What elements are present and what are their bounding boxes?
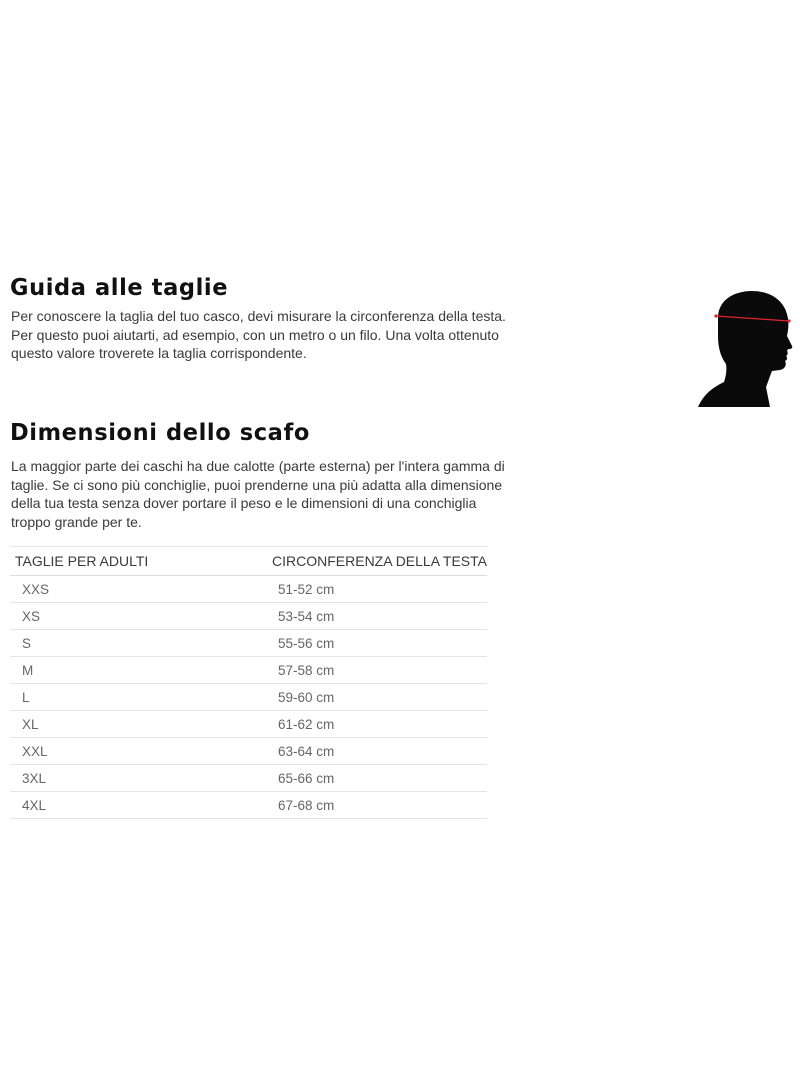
circumference-cell: 51-52 cm	[272, 576, 487, 603]
size-cell: XXS	[10, 576, 272, 603]
circumference-cell: 65-66 cm	[272, 765, 487, 792]
table-row	[10, 603, 487, 630]
table-row	[10, 657, 487, 684]
size-cell: M	[10, 657, 272, 684]
circumference-cell: 57-58 cm	[272, 657, 487, 684]
header-adult-sizes: TAGLIE PER ADULTI	[10, 547, 272, 576]
size-cell: XS	[10, 603, 272, 630]
table-row	[10, 576, 487, 603]
circumference-cell: 55-56 cm	[272, 630, 487, 657]
table-row	[10, 711, 487, 738]
size-cell: L	[10, 684, 272, 711]
measuring-tape-end-left	[714, 314, 717, 317]
table-row	[10, 630, 487, 657]
table-row	[10, 738, 487, 765]
circumference-cell: 59-60 cm	[272, 684, 487, 711]
circumference-cell: 61-62 cm	[272, 711, 487, 738]
table-header-row	[10, 547, 487, 576]
header-head-circumference: CIRCONFERENZA DELLA TESTA	[272, 547, 487, 576]
size-guide-title: Guida alle taglie	[10, 275, 229, 301]
shell-dimensions-description: La maggior parte dei caschi ha due calotte (parte esterna) per l'intera gamma di taglie. Se ci sono più conchiglie, puoi prenderne una più adatta alla dimensione della tua testa senza dover portare il peso e le dimensioni di una conchiglia troppo grande per te.	[11, 458, 505, 530]
size-cell: XL	[10, 711, 272, 738]
circumference-cell: 63-64 cm	[272, 738, 487, 765]
head-silhouette-shape	[698, 291, 792, 407]
table-row	[10, 792, 487, 819]
circumference-cell: 53-54 cm	[272, 603, 487, 630]
size-cell: 3XL	[10, 765, 272, 792]
size-cell: S	[10, 630, 272, 657]
size-cell: XXL	[10, 738, 272, 765]
size-table	[10, 546, 487, 819]
size-guide-description: Per conoscere la taglia del tuo casco, devi misurare la circonferenza della testa. Per questo puoi aiutarti, ad esempio, con un metro o un filo. Una volta ottenuto questo valore troverete la taglia corrispondente.	[11, 308, 506, 361]
measuring-tape-end-right	[787, 319, 790, 322]
size-cell: 4XL	[10, 792, 272, 819]
circumference-cell: 67-68 cm	[272, 792, 487, 819]
table-row	[10, 765, 487, 792]
head-silhouette-icon	[690, 286, 800, 411]
table-row	[10, 684, 487, 711]
shell-dimensions-title: Dimensioni dello scafo	[10, 420, 310, 446]
